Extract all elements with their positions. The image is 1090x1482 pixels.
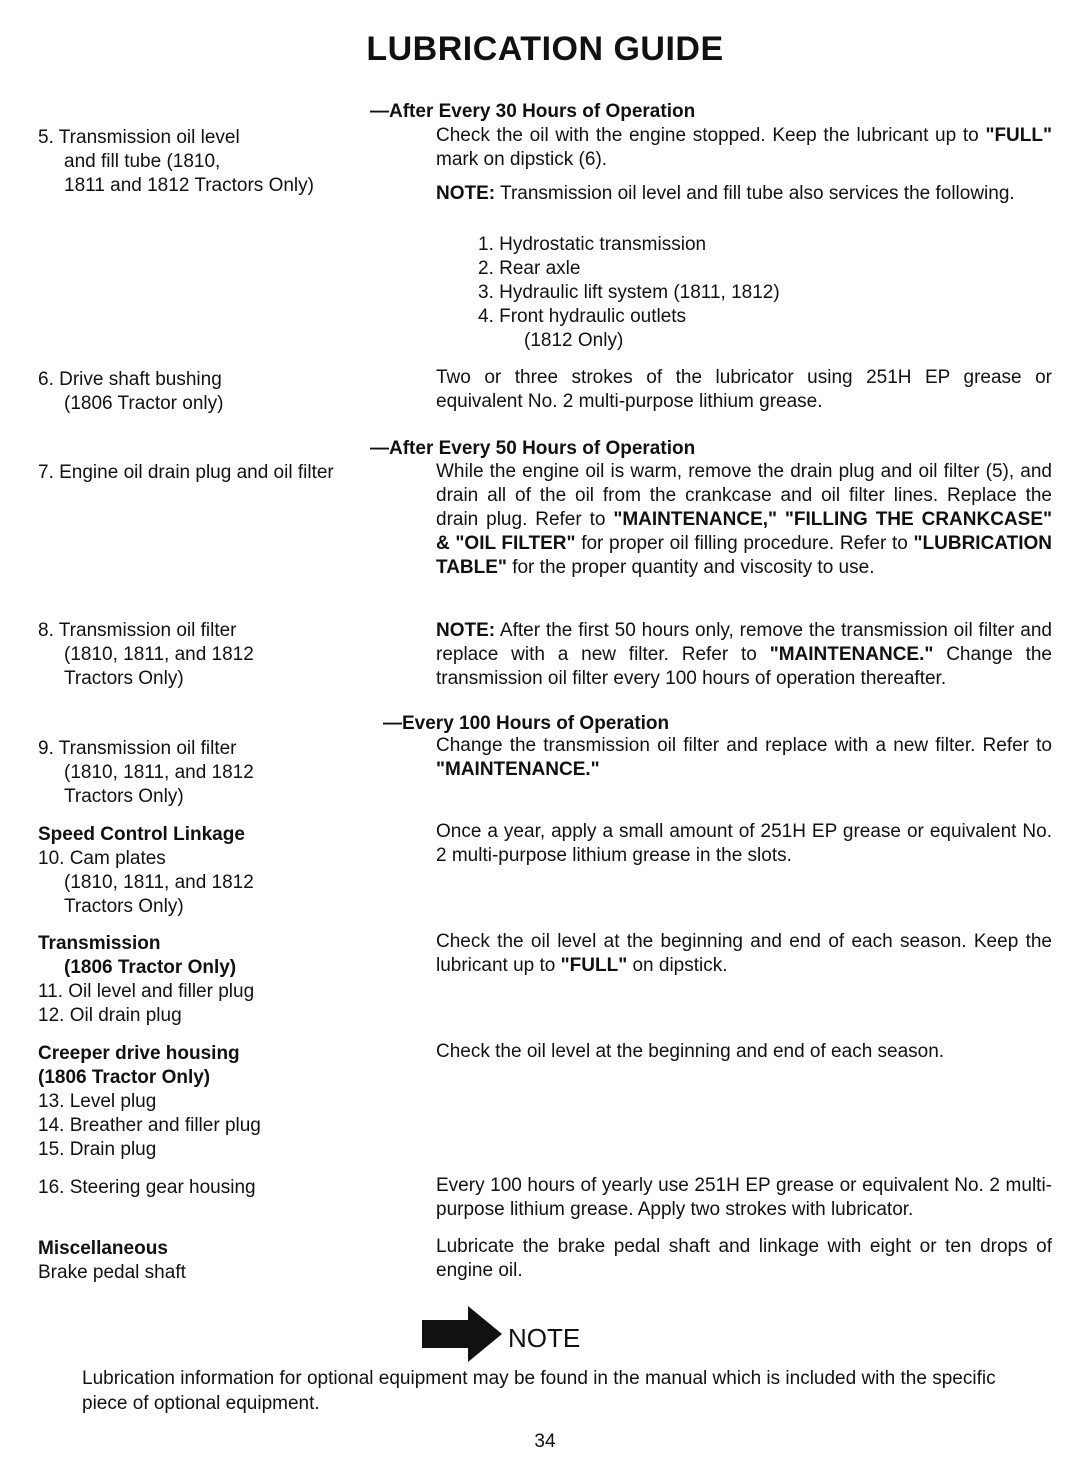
item-9-description: Change the transmission oil filter and replace with a new filter. Refer to "MAINTENANCE." [436,735,1052,780]
item-6-description: Two or three strokes of the lubricator using 251H EP grease or equivalent No. 2 multi-purpose lithium grease. [436,367,1052,412]
section-subheading: (1806 Tractor Only) [64,957,237,978]
arrow-right-icon [422,1306,502,1362]
section-heading: Transmission [38,933,161,954]
item-16-description: Every 100 hours of yearly use 251H EP grease or equivalent No. 2 multi-purpose lithium grease. Apply two strokes with lubricator. [436,1175,1052,1220]
page-title: LUBRICATION GUIDE [366,30,724,68]
speed-control-section-label: Speed Control Linkage 10. Cam plates (1810, 1811, and 1812 Tractors Only) [38,823,398,919]
list-item: 4. Front hydraulic outlets [478,306,687,327]
creeper-description: Check the oil level at the beginning and end of each season. [436,1041,945,1062]
section-subheading: (1806 Tractor Only) [38,1067,211,1088]
page-number: 34 [534,1431,556,1452]
interval-30-hours: —After Every 30 Hours of Operation [370,101,696,122]
note-text: Lubrication information for optional equipment may be found in the manual which is included with the specific piece of optional equipment. [82,1368,996,1414]
item-10-description: Once a year, apply a small amount of 251H EP grease or equivalent No. 2 multi-purpose lithium grease in the slots. [436,821,1052,866]
item-5-note: NOTE: Transmission oil level and fill tube also services the following. [436,183,1015,204]
item-5-label: 5. Transmission oil level and fill tube (1810, 1811 and 1812 Tractors Only) [38,127,314,196]
list-item: 3. Hydraulic lift system (1811, 1812) [478,282,780,303]
note-label: NOTE [508,1323,581,1353]
section-heading: Miscellaneous [38,1238,168,1259]
item-5-service-list [478,233,780,353]
list-item: (1812 Only) [524,330,624,351]
interval-50-hours: —After Every 50 Hours of Operation [370,438,696,459]
item-9-label: 9. Transmission oil filter (1810, 1811, and 1812 Tractors Only) [38,738,254,807]
creeper-section-label: Creeper drive housing (1806 Tractor Only) 13. Level plug 14. Breather and filler plug 15. Drain plug [38,1042,398,1162]
list-item: 1. Hydrostatic transmission [478,234,707,255]
transmission-description: Check the oil level at the beginning and end of each season. Keep the lubricant up to "FULL" on dipstick. [436,931,1052,976]
section-heading: Speed Control Linkage [38,824,245,845]
item-6-label: 6. Drive shaft bushing (1806 Tractor only) [38,369,224,414]
item-7-description: While the engine oil is warm, remove the drain plug and oil filter (5), and drain all of the oil from the crankcase and oil filter lines. Replace the drain plug. Refer to "MAINTENANCE," "FILLING THE CRANKCASE" & "OIL FILTER" for proper oil filling procedure. Refer to "LUBRICATION TABLE" for the proper quantity and viscosity to use. [436,461,1052,578]
item-7-label: 7. Engine oil drain plug and oil filter [38,462,334,483]
item-16-label: 16. Steering gear housing [38,1177,256,1198]
interval-100-hours: —Every 100 Hours of Operation [383,713,670,734]
item-8-label: 8. Transmission oil filter (1810, 1811, and 1812 Tractors Only) [38,620,254,689]
section-heading: Creeper drive housing [38,1043,240,1064]
transmission-section-label: Transmission (1806 Tractor Only) 11. Oil level and filler plug 12. Oil drain plug [38,932,398,1028]
misc-description: Lubricate the brake pedal shaft and linkage with eight or ten drops of engine oil. [436,1236,1052,1281]
item-8-description: NOTE: After the first 50 hours only, remove the transmission oil filter and replace with a new filter. Refer to "MAINTENANCE." Change the transmission oil filter every 100 hours of operation thereafter. [436,620,1052,689]
list-item: 2. Rear axle [478,258,581,279]
misc-section-label: Miscellaneous Brake pedal shaft [38,1237,398,1285]
item-5-description: Check the oil with the engine stopped. Keep the lubricant up to "FULL" mark on dipstick (6). [436,125,1052,170]
